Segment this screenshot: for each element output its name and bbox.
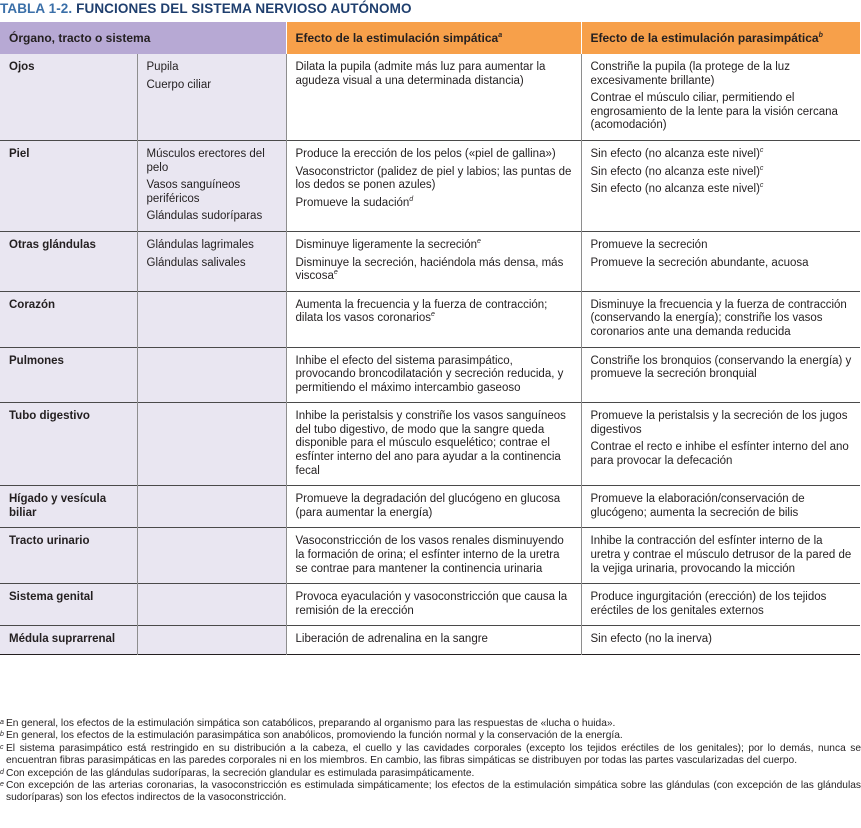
part-cell bbox=[137, 403, 286, 486]
table-row bbox=[0, 140, 860, 231]
effect-item: Disminuye ligeramente la secreción$^e$ bbox=[295, 238, 481, 251]
footnote bbox=[0, 743, 861, 768]
sympathetic-effect-cell bbox=[286, 626, 581, 655]
parasympathetic-effect-cell bbox=[581, 486, 860, 528]
table-row bbox=[0, 486, 860, 528]
table-row bbox=[0, 528, 860, 584]
organ-cell: Corazón bbox=[0, 291, 137, 347]
effect-item: Disminuye la frecuencia y la fuerza de contracción (conservando la energía); constriñe los vasos coronarios ante una demanda reducida bbox=[590, 298, 847, 338]
parasympathetic-effect-cell bbox=[581, 291, 860, 347]
part-cell bbox=[137, 486, 286, 528]
parasympathetic-effect-cell bbox=[581, 626, 860, 655]
organ-cell: Médula suprarrenal bbox=[0, 626, 137, 655]
footnote-text: El sistema parasimpático está restringido en su distribución a la cabeza, el cuello y las cavidades corporales (excepto los tejidos eréctiles de los genitales); por lo demás, nunca se encuentran fibras parasimpáticas en las paredes corporales ni en los miembros. En cambio, las fibras simpáticas se distribuyen por todas las partes vascularizadas del cuerpo. bbox=[6, 742, 861, 767]
effect-item: Produce ingurgitación (erección) de los tejidos eréctiles de los genitales externos bbox=[590, 591, 827, 617]
sympathetic-effect-cell bbox=[286, 584, 581, 626]
footnote-text: En general, los efectos de la estimulación simpática son catabólicos, preparando al organismo para las respuestas de «lucha o huida». bbox=[6, 718, 616, 729]
effect-item: Inhibe la peristalsis y constriñe los vasos sanguíneos del tubo digestivo, de modo que la sangre queda disponible para el músculo esquelético; contrae el esfínter interno del ano para ayudar a la continencia fecal bbox=[295, 410, 566, 477]
footnote bbox=[0, 768, 861, 780]
effect-item: Vasoconstricción de los vasos renales disminuyendo la formación de orina; el esfínter interno de la uretra se contrae para mantener la continencia urinaria bbox=[295, 535, 564, 575]
organ-cell: Piel bbox=[0, 140, 137, 231]
organ-cell: Pulmones bbox=[0, 347, 137, 403]
organ-cell: Hígado y vesícula biliar bbox=[0, 486, 137, 528]
effect-item: Promueve la elaboración/conservación de glucógeno; aumenta la secreción de bilis bbox=[590, 493, 805, 519]
table-row bbox=[0, 626, 860, 655]
parasympathetic-effect-cell bbox=[581, 584, 860, 626]
organ-cell: Tubo digestivo bbox=[0, 403, 137, 486]
header-sympathetic: Efecto de la estimulación simpática$^a$ bbox=[286, 22, 581, 54]
sympathetic-effect-cell bbox=[286, 140, 581, 231]
part-item: Glándulas salivales bbox=[146, 256, 246, 269]
organ-cell: Sistema genital bbox=[0, 584, 137, 626]
part-item: Cuerpo ciliar bbox=[146, 78, 212, 91]
footnote bbox=[0, 780, 861, 805]
sympathetic-effect-cell bbox=[286, 347, 581, 403]
header-organ: Órgano, tracto o sistema bbox=[0, 22, 286, 54]
table-title bbox=[0, 0, 412, 18]
effect-item: Provoca eyaculación y vasoconstricción que causa la remisión de la erección bbox=[295, 591, 568, 617]
sympathetic-effect-cell bbox=[286, 486, 581, 528]
part-item: Músculos erectores del pelo bbox=[146, 147, 265, 174]
effect-item: Liberación de adrenalina en la sangre bbox=[295, 633, 488, 646]
footnote-ref: e bbox=[431, 311, 435, 319]
effect-item: Dilata la pupila (admite más luz para aumentar la agudeza visual a una determinada distancia) bbox=[295, 61, 546, 87]
footnote-text: Con excepción de las arterias coronarias, la vasoconstricción es estimulada simpáticamente; los efectos de la estimulación simpática sobre las glándulas (con excepción de las glándulas sudoríparas) son los efectos indirectos de la vasoconstricción. bbox=[6, 780, 861, 804]
effect-item: Contrae el músculo ciliar, permitiendo el engrosamiento de la lente para la visión cercana (acomodación) bbox=[590, 92, 838, 132]
table-row bbox=[0, 231, 860, 291]
effect-item: Sin efecto (no alcanza este nivel)$^c$ bbox=[590, 182, 764, 196]
footnote-ref: d bbox=[409, 195, 414, 203]
part-item: Pupila bbox=[146, 61, 179, 73]
effect-item: Sin efecto (no alcanza este nivel)$^c$ bbox=[590, 164, 764, 178]
table-number: TABLA 1-2. bbox=[0, 1, 73, 16]
part-item: Glándulas sudoríparas bbox=[146, 210, 263, 223]
parasympathetic-effect-cell bbox=[581, 347, 860, 403]
effect-item: Inhibe la contracción del esfínter interno de la uretra y contrae el músculo detrusor de la pared de la vejiga urinaria, provocando la micción bbox=[590, 535, 852, 575]
table-row bbox=[0, 584, 860, 626]
effect-item: Inhibe el efecto del sistema parasimpático, provocando broncodilatación y secreción reducida, y permitiendo el máximo intercambio gaseoso bbox=[295, 354, 564, 394]
effect-item: Constriñe la pupila (la protege de la luz excesivamente brillante) bbox=[590, 61, 790, 87]
part-cell bbox=[137, 231, 286, 291]
footnote-mark: b bbox=[0, 731, 4, 739]
footnote-mark: d bbox=[0, 768, 4, 776]
part-cell bbox=[137, 626, 286, 655]
footnote-text: Con excepción de las glándulas sudoríparas, la secreción glandular es estimulada parasimpáticamente. bbox=[6, 767, 475, 779]
sympathetic-effect-cell bbox=[286, 403, 581, 486]
effect-item: Promueve la degradación del glucógeno en glucosa (para aumentar la energía) bbox=[295, 493, 561, 519]
footnote-ref: e bbox=[477, 238, 481, 246]
organ-cell: Tracto urinario bbox=[0, 528, 137, 584]
header-parasympathetic: Efecto de la estimulación parasimpática$^b$ bbox=[581, 22, 860, 54]
table-row bbox=[0, 403, 860, 486]
footnotes bbox=[0, 718, 861, 805]
sympathetic-effect-cell bbox=[286, 231, 581, 291]
parasympathetic-effect-cell bbox=[581, 403, 860, 486]
parasympathetic-effect-cell bbox=[581, 54, 860, 140]
part-cell bbox=[137, 584, 286, 626]
footnote-mark: a bbox=[0, 719, 4, 726]
footnote-mark: c bbox=[0, 743, 4, 751]
effect-item: Promueve la secreción bbox=[590, 238, 708, 251]
part-cell bbox=[137, 291, 286, 347]
footnote-ref: c bbox=[759, 164, 764, 172]
table-row bbox=[0, 54, 860, 140]
sympathetic-effect-cell bbox=[286, 54, 581, 140]
table-caption: FUNCIONES DEL SISTEMA NERVIOSO AUTÓNOMO bbox=[76, 1, 412, 16]
footnote-ref: c bbox=[759, 182, 764, 190]
effect-item: Contrae el recto e inhibe el esfínter interno del ano para provocar la defecación bbox=[590, 441, 849, 468]
effect-item: Promueve la sudación$^d$ bbox=[295, 195, 414, 209]
organ-cell: Ojos bbox=[0, 54, 137, 140]
effect-item: Vasoconstrictor (palidez de piel y labios; las puntas de los dedos se ponen azules) bbox=[295, 165, 572, 192]
part-item: Vasos sanguíneos periféricos bbox=[146, 179, 241, 205]
part-cell bbox=[137, 140, 286, 231]
autonomic-functions-table bbox=[0, 22, 860, 655]
parasympathetic-effect-cell bbox=[581, 231, 860, 291]
effect-item: Aumenta la frecuencia y la fuerza de contracción; dilata los vasos coronarios$^e$ bbox=[295, 298, 548, 325]
footnote-mark: e bbox=[0, 781, 4, 789]
sympathetic-effect-cell bbox=[286, 291, 581, 347]
effect-item: Sin efecto (no alcanza este nivel)$^c$ bbox=[590, 147, 764, 160]
table-row bbox=[0, 291, 860, 347]
table-header-row bbox=[0, 22, 860, 54]
parasympathetic-effect-cell bbox=[581, 140, 860, 231]
parasympathetic-effect-cell bbox=[581, 528, 860, 584]
part-cell bbox=[137, 347, 286, 403]
effect-item: Disminuye la secreción, haciéndola más densa, más viscosa$^e$ bbox=[295, 256, 564, 283]
footnote-ref: e bbox=[333, 269, 338, 277]
effect-item: Promueve la peristalsis y la secreción de los jugos digestivos bbox=[590, 410, 848, 436]
effect-item: Constriñe los bronquios (conservando la energía) y promueve la secreción bronquial bbox=[590, 354, 852, 381]
effect-item: Produce la erección de los pelos («piel de gallina») bbox=[295, 147, 556, 160]
footnote-text: En general, los efectos de la estimulación parasimpática son anabólicos, promoviendo la función normal y la conservación de la energía. bbox=[6, 730, 623, 742]
part-cell bbox=[137, 54, 286, 140]
part-item: Glándulas lagrimales bbox=[146, 238, 254, 251]
organ-cell: Otras glándulas bbox=[0, 231, 137, 291]
footnote bbox=[0, 718, 861, 730]
footnote-ref: c bbox=[759, 147, 764, 155]
effect-item: Promueve la secreción abundante, acuosa bbox=[590, 256, 809, 269]
effect-item: Sin efecto (no la inerva) bbox=[590, 633, 712, 646]
part-cell bbox=[137, 528, 286, 584]
sympathetic-effect-cell bbox=[286, 528, 581, 584]
table-row bbox=[0, 347, 860, 403]
footnote bbox=[0, 730, 861, 742]
